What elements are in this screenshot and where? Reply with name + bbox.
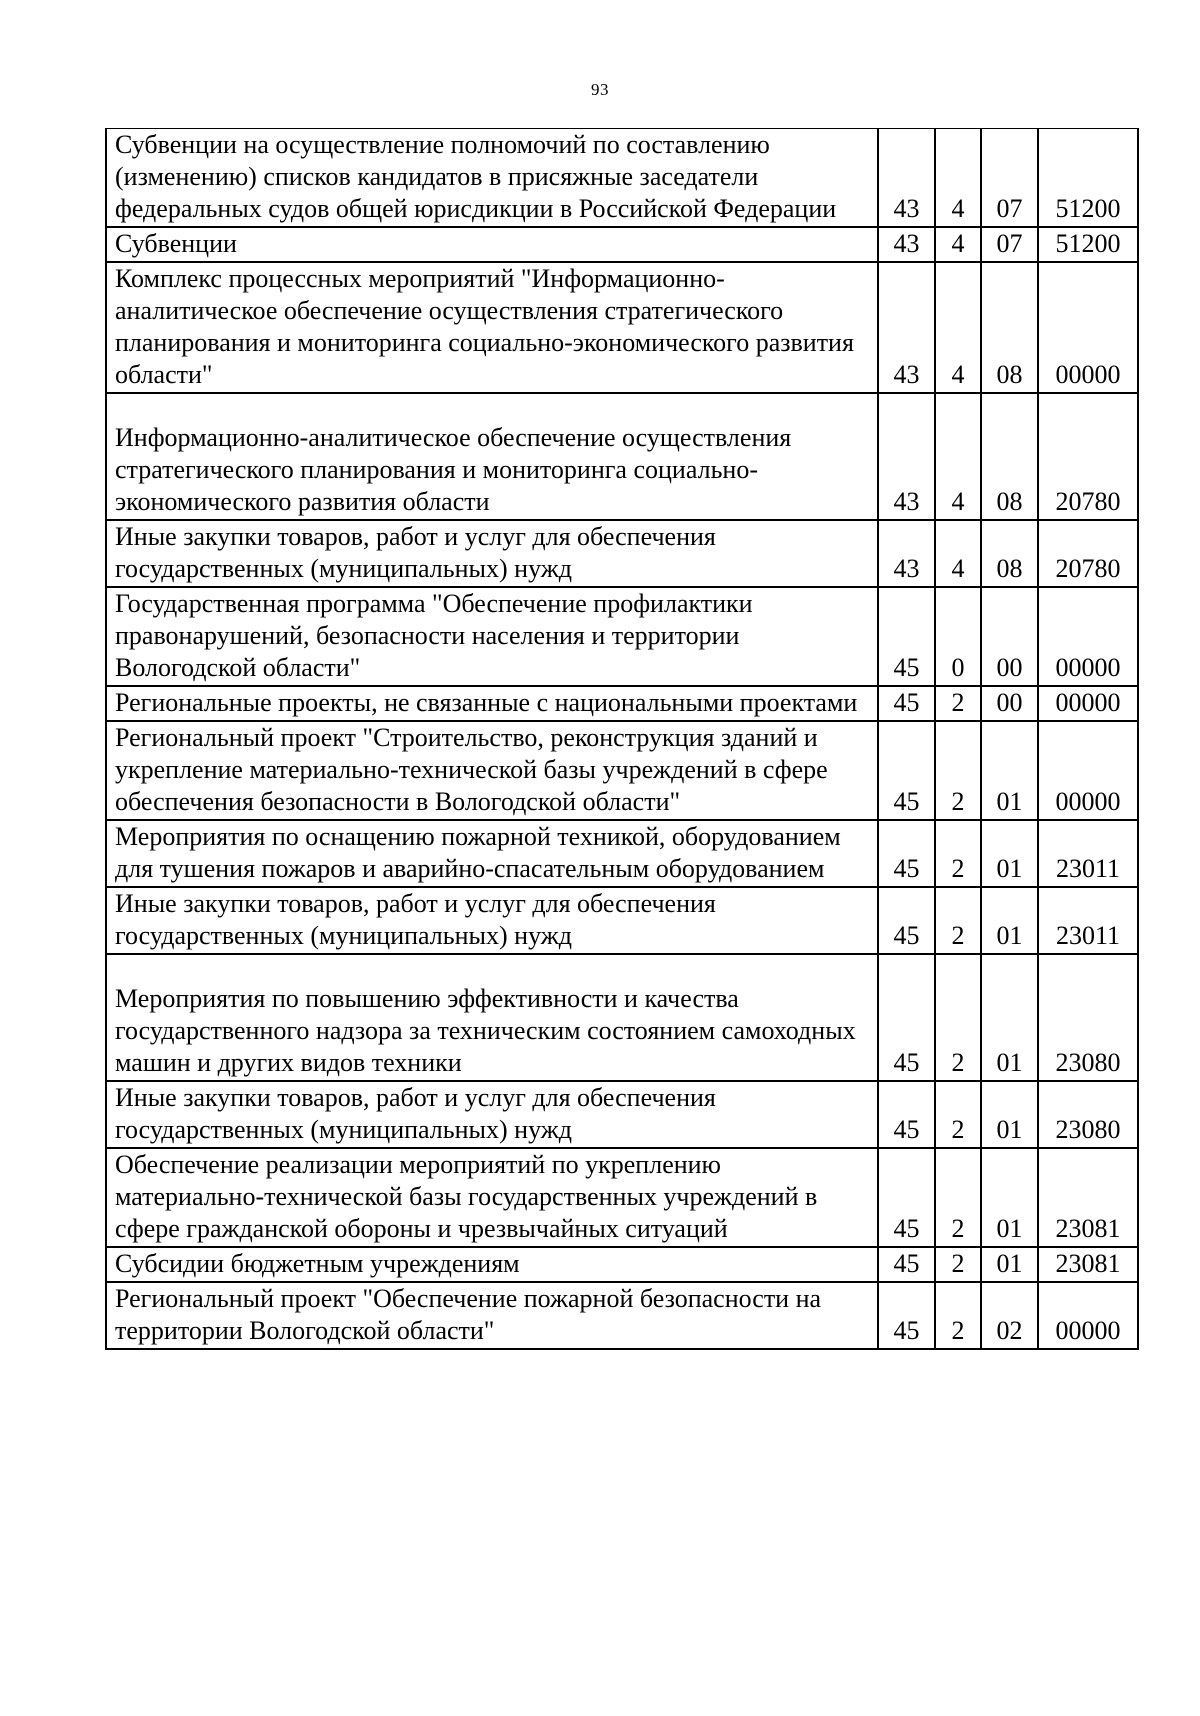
code-direction: 23081 <box>1038 1247 1138 1282</box>
code-direction: 23080 <box>1038 954 1138 1081</box>
row-description: Государственная программа "Обеспечение профилактики правонарушений, безопасности населения и территории Вологодской области" <box>106 587 878 686</box>
code-subprogram: 2 <box>935 954 981 1081</box>
code-direction: 00000 <box>1038 1282 1138 1349</box>
code-subprogram: 4 <box>935 520 981 587</box>
code-subprogram: 2 <box>935 1148 981 1247</box>
code-structural-element: 02 <box>981 1282 1038 1349</box>
code-subprogram: 0 <box>935 587 981 686</box>
code-subprogram: 2 <box>935 1282 981 1349</box>
code-program: 43 <box>878 129 935 228</box>
code-structural-element: 01 <box>981 820 1038 887</box>
code-structural-element: 00 <box>981 686 1038 721</box>
code-program: 45 <box>878 1247 935 1282</box>
code-structural-element: 01 <box>981 1247 1038 1282</box>
code-structural-element: 01 <box>981 954 1038 1081</box>
budget-classification-table <box>105 128 1139 1350</box>
code-direction: 23011 <box>1038 820 1138 887</box>
table-row <box>106 587 1138 686</box>
table-row <box>106 262 1138 393</box>
code-program: 45 <box>878 721 935 820</box>
table-row <box>106 1148 1138 1247</box>
code-structural-element: 07 <box>981 129 1038 228</box>
code-direction: 51200 <box>1038 227 1138 262</box>
code-direction: 00000 <box>1038 587 1138 686</box>
code-direction: 00000 <box>1038 686 1138 721</box>
table-row <box>106 686 1138 721</box>
table-row <box>106 887 1138 954</box>
code-direction: 23011 <box>1038 887 1138 954</box>
row-description: Иные закупки товаров, работ и услуг для обеспечения государственных (муниципальных) нужд <box>106 887 878 954</box>
code-structural-element: 00 <box>981 587 1038 686</box>
code-subprogram: 4 <box>935 227 981 262</box>
code-program: 45 <box>878 887 935 954</box>
code-program: 45 <box>878 1081 935 1148</box>
code-program: 43 <box>878 227 935 262</box>
code-structural-element: 08 <box>981 393 1038 520</box>
code-subprogram: 2 <box>935 887 981 954</box>
code-program: 45 <box>878 1282 935 1349</box>
code-subprogram: 2 <box>935 1247 981 1282</box>
code-subprogram: 4 <box>935 129 981 228</box>
table-row <box>106 721 1138 820</box>
row-description: Мероприятия по оснащению пожарной техникой, оборудованием для тушения пожаров и аварийно-спасательным оборудованием <box>106 820 878 887</box>
table-row <box>106 129 1138 228</box>
row-description: Информационно-аналитическое обеспечение осуществления стратегического планирования и мониторинга социально-экономического развития области <box>106 393 878 520</box>
code-subprogram: 2 <box>935 721 981 820</box>
code-direction: 00000 <box>1038 262 1138 393</box>
code-direction: 20780 <box>1038 393 1138 520</box>
row-description: Мероприятия по повышению эффективности и качества государственного надзора за техническим состоянием самоходных машин и других видов техники <box>106 954 878 1081</box>
table-row <box>106 820 1138 887</box>
code-structural-element: 07 <box>981 227 1038 262</box>
code-program: 43 <box>878 393 935 520</box>
row-description: Региональный проект "Строительство, реконструкция зданий и укрепление материально-технической базы учреждений в сфере обеспечения безопасности в Вологодской области" <box>106 721 878 820</box>
code-direction: 00000 <box>1038 721 1138 820</box>
code-subprogram: 2 <box>935 1081 981 1148</box>
row-description: Субвенции <box>106 227 878 262</box>
code-program: 45 <box>878 1148 935 1247</box>
code-subprogram: 2 <box>935 686 981 721</box>
code-direction: 20780 <box>1038 520 1138 587</box>
table-row <box>106 1081 1138 1148</box>
row-description: Иные закупки товаров, работ и услуг для обеспечения государственных (муниципальных) нужд <box>106 520 878 587</box>
row-description: Комплекс процессных мероприятий "Информационно-аналитическое обеспечение осуществления стратегического планирования и мониторинга социально-экономического развития области" <box>106 262 878 393</box>
code-direction: 51200 <box>1038 129 1138 228</box>
code-structural-element: 01 <box>981 721 1038 820</box>
code-program: 43 <box>878 262 935 393</box>
code-structural-element: 01 <box>981 1148 1038 1247</box>
row-description: Субвенции на осуществление полномочий по составлению (изменению) списков кандидатов в присяжные заседатели федеральных судов общей юрисдикции в Российской Федерации <box>106 129 878 228</box>
table-row <box>106 1282 1138 1349</box>
code-subprogram: 4 <box>935 393 981 520</box>
table-row <box>106 227 1138 262</box>
row-description: Региональные проекты, не связанные с национальными проектами <box>106 686 878 721</box>
code-direction: 23080 <box>1038 1081 1138 1148</box>
code-program: 45 <box>878 587 935 686</box>
code-program: 43 <box>878 520 935 587</box>
code-structural-element: 01 <box>981 1081 1038 1148</box>
code-structural-element: 01 <box>981 887 1038 954</box>
table-row <box>106 954 1138 1081</box>
code-structural-element: 08 <box>981 262 1038 393</box>
code-subprogram: 2 <box>935 820 981 887</box>
table-row <box>106 520 1138 587</box>
row-description: Субсидии бюджетным учреждениям <box>106 1247 878 1282</box>
code-program: 45 <box>878 820 935 887</box>
table-row <box>106 393 1138 520</box>
code-program: 45 <box>878 686 935 721</box>
table-row <box>106 1247 1138 1282</box>
code-program: 45 <box>878 954 935 1081</box>
code-subprogram: 4 <box>935 262 981 393</box>
row-description: Обеспечение реализации мероприятий по укреплению материально-технической базы государственных учреждений в сфере гражданской обороны и чрезвычайных ситуаций <box>106 1148 878 1247</box>
code-structural-element: 08 <box>981 520 1038 587</box>
row-description: Региональный проект "Обеспечение пожарной безопасности на территории Вологодской области" <box>106 1282 878 1349</box>
code-direction: 23081 <box>1038 1148 1138 1247</box>
page-number: 93 <box>591 80 609 99</box>
row-description: Иные закупки товаров, работ и услуг для обеспечения государственных (муниципальных) нужд <box>106 1081 878 1148</box>
